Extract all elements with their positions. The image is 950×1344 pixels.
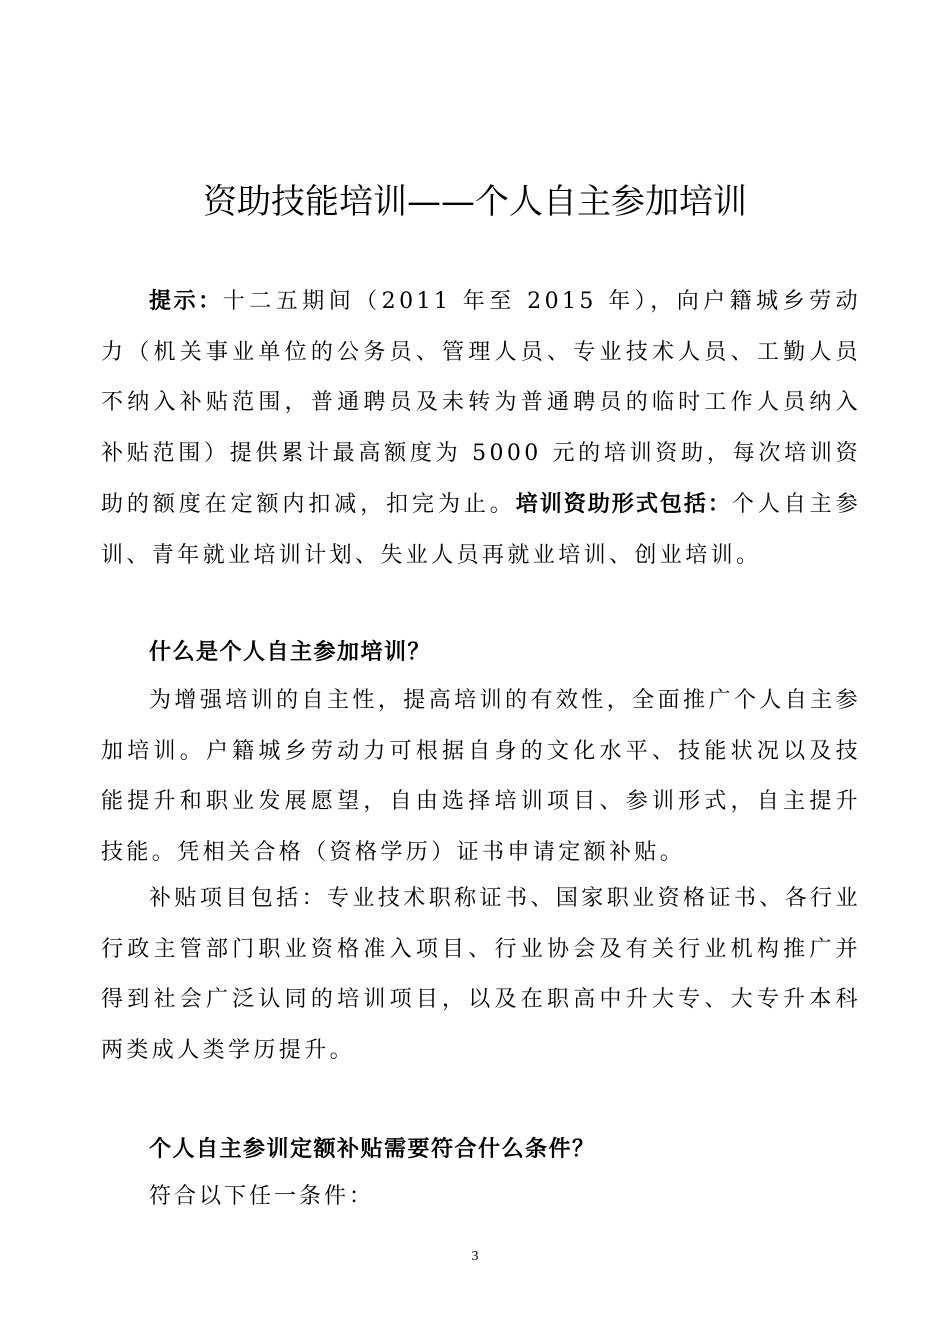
tip-text: 十二五期间（2011 年至 2015 年），向户籍城乡劳动力（机关事业单位的公务员、管理人员、专业技术人员、工勤人员不纳入补贴范围，普通聘员及未转为普通聘员的临时工作人员纳入补贴范围）提供累计最高额度为 5000 元的培训资助，每次培训资助的额度在定额内扣减，扣完为止。 xyxy=(101,289,861,517)
tip-label: 提示： xyxy=(149,288,223,314)
section1-paragraph-2: 补贴项目包括：专业技术职称证书、国家职业资格证书、各行业行政主管部门职业资格准入项目、行业协会及有关行业机构推广并得到社会广泛认同的培训项目，以及在职高中升大专、大专升本科两类成人类学历提升。 xyxy=(101,886,861,1063)
tip-paragraph xyxy=(101,276,861,581)
section-heading-conditions: 个人自主参训定额补贴需要符合什么条件？ xyxy=(149,1136,596,1162)
section2-paragraph-1: 符合以下任一条件： xyxy=(149,1184,375,1209)
page-number: 3 xyxy=(471,1249,479,1264)
section1-paragraph-1: 为增强培训的自主性，提高培训的有效性，全面推广个人自主参加培训。户籍城乡劳动力可根据自身的文化水平、技能状况以及技能提升和职业发展愿望，自由选择培训项目、参训形式，自主提升技能。凭相关合格（资格学历）证书申请定额补贴。 xyxy=(101,688,861,865)
section-heading-what-is: 什么是个人自主参加培训？ xyxy=(149,639,432,665)
document-title: 资助技能培训——个人自主参加培训 xyxy=(203,182,747,222)
training-forms-label: 培训资助形式包括： xyxy=(515,491,732,517)
training-forms-text: 个人自主参训、青年就业培训计划、失业人员再就业培训、创业培训。 xyxy=(101,492,861,568)
